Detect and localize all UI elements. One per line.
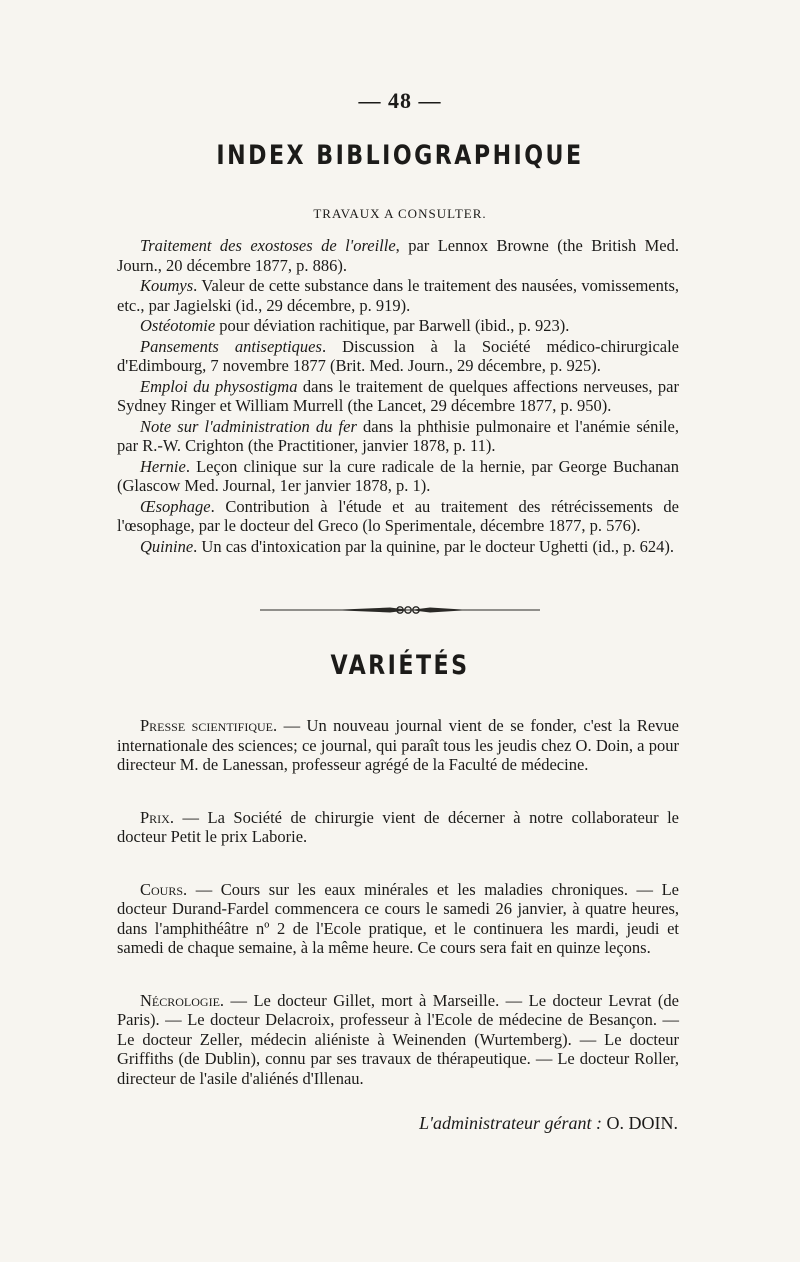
- index-entry: [117, 236, 679, 275]
- entry-text: . Leçon clinique sur la cure radicale de la hernie, par George Buchanan (Glascow Med. Journal, 1er janvier 1878, p. 1).: [117, 456, 679, 495]
- index-entry: [117, 417, 679, 456]
- varietes-entries: [117, 716, 679, 1088]
- index-entry: [117, 457, 679, 496]
- entry-lead: Œsophage: [140, 496, 211, 516]
- entry-text: . Contribution à l'étude et au traitement des rétrécissements de l'œsophage, par le docteur del Greco (lo Sperimentale, décembre 1877, p. 576).: [117, 496, 679, 535]
- entry-lead: Traitement des exostoses de l'oreille: [140, 236, 396, 255]
- index-entry: [117, 497, 679, 536]
- entry-lead: Hernie: [140, 456, 186, 476]
- item-text: — Le docteur Gillet, mort à Marseille. — Le docteur Levrat (de Paris). — Le docteur Delacroix, professeur à l'Ecole de médecine de Besançon. — Le docteur Zeller, médecin aliéniste à Weinenden (Wurtemberg). — Le docteur Griffiths (de Dublin), connu par ses travaux de thérapeutique. — Le docteur Roller, directeur de l'asile d'aliénés d'Illenau.: [117, 990, 679, 1088]
- item-text: — Cours sur les eaux minérales et les maladies chroniques. — Le docteur Durand-Fardel commencera ce cours le samedi 26 janvier, à quatre heures, dans l'amphithéâtre nº 2 de l'Ecole pratique, et le continuera les mardi, jeudi et samedi de chaque semaine, à la même heure. Ce cours sera fait en quinze leçons.: [117, 879, 679, 957]
- index-subheading: TRAVAUX A CONSULTER.: [313, 206, 487, 221]
- ornament-divider: [260, 604, 540, 616]
- varietes-item: [117, 808, 679, 847]
- entry-text: dans la phthisie pulmonaire et l'anémie sénile, par R.-W. Crighton (the Practitioner, janvier 1878, p. 11).: [117, 416, 679, 455]
- index-title: INDEX BIBLIOGRAPHIQUE: [216, 140, 584, 171]
- signature-role: L'administrateur gérant :: [419, 1113, 602, 1133]
- index-entry: [117, 377, 679, 416]
- item-text: — La Société de chirurgie vient de décerner à notre collaborateur le docteur Petit le prix Laborie.: [117, 807, 679, 846]
- index-entry: [117, 276, 679, 315]
- item-lead: Prix.: [140, 807, 174, 827]
- entry-lead: Koumys: [140, 276, 194, 295]
- entry-lead: Emploi du physostigma: [140, 376, 298, 396]
- index-entry: [117, 316, 679, 336]
- entry-lead: Quinine: [140, 536, 194, 556]
- entry-text: . Discussion à la Société médico-chirurgicale d'Edimbourg, 7 novembre 1877 (Brit. Med. Journ., 29 décembre, p. 925).: [117, 336, 679, 375]
- entry-text: dans le traitement de quelques affections nerveuses, par Sydney Ringer et William Murrell (the Lancet, 29 décembre 1877, p. 950).: [117, 376, 679, 415]
- signature-name: O. DOIN.: [606, 1113, 678, 1133]
- varietes-title: VARIÉTÉS: [330, 650, 470, 681]
- entry-text: . Un cas d'intoxication par la quinine, par le docteur Ughetti (id., p. 624).: [193, 536, 675, 556]
- index-entry: [117, 537, 679, 557]
- item-lead: Presse scientifique.: [140, 716, 278, 735]
- item-lead: Nécrologie.: [140, 990, 225, 1010]
- entry-lead: Ostéotomie: [140, 316, 216, 335]
- signature: [419, 1113, 678, 1134]
- entry-text: pour déviation rachitique, par Barwell (ibid., p. 923).: [215, 316, 570, 335]
- entry-lead: Pansements antiseptiques: [140, 336, 322, 356]
- entry-lead: Note sur l'administration du fer: [140, 416, 357, 436]
- index-entry: [117, 337, 679, 376]
- index-entries: [117, 236, 679, 556]
- entry-text: . Valeur de cette substance dans le traitement des nausées, vomissements, etc., par Jagielski (id., 29 décembre, p. 919).: [117, 276, 679, 315]
- varietes-item: [117, 991, 679, 1089]
- entry-text: , par Lennox Browne (the British Med. Journ., 20 décembre 1877, p. 886).: [117, 236, 680, 275]
- item-text: — Un nouveau journal vient de se fonder, c'est la Revue internationale des sciences; ce journal, qui paraît tous les jeudis chez O. Doin, a pour directeur M. de Lanessan, professeur agrégé de la Faculté de médecine.: [117, 716, 679, 774]
- varietes-item: [117, 880, 679, 958]
- page-number: — 48 —: [358, 88, 442, 113]
- item-lead: Cours.: [140, 879, 188, 899]
- varietes-item: [117, 716, 679, 775]
